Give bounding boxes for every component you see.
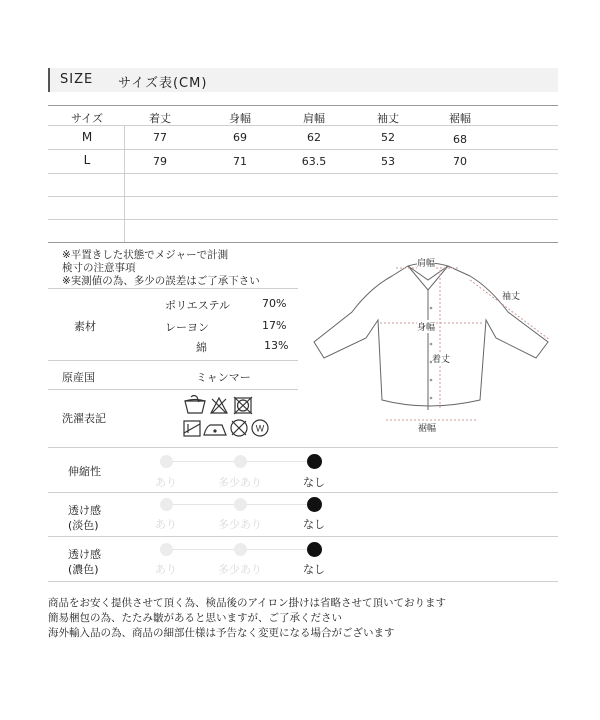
table-cell: 63.5	[301, 155, 327, 168]
col-header-size: サイズ	[70, 112, 104, 125]
col-header-hem: 裾幅	[449, 112, 471, 125]
attr-sublabel: (淡色)	[68, 519, 99, 532]
no-dry-clean-icon	[231, 420, 247, 436]
scale-dot	[160, 498, 173, 511]
line-dry-icon	[184, 421, 200, 436]
table-cell: 53	[381, 155, 395, 168]
diagram-sleeve-label: 袖丈	[502, 289, 520, 302]
wet-clean-icon	[252, 420, 268, 436]
material-pct-2: 17%	[262, 319, 287, 332]
diagram-chest-label: 身幅	[417, 320, 435, 333]
origin-label: 原産国	[62, 371, 95, 384]
hand-wash-40-icon	[185, 396, 205, 414]
col-header-shoulder: 肩幅	[303, 112, 325, 125]
diagram-shoulder-label: 肩幅	[417, 256, 435, 269]
no-bleach-icon	[211, 398, 227, 413]
material-pct-1: 70%	[262, 297, 287, 310]
col-header-chest: 身幅	[229, 112, 251, 125]
diagram-hem-label: 裾幅	[418, 421, 436, 434]
size-label: SIZE	[60, 72, 94, 87]
col-header-length: 着丈	[149, 112, 171, 125]
table-cell: 71	[233, 155, 247, 168]
table-cell: 77	[153, 131, 167, 144]
origin-value: ミャンマー	[196, 371, 251, 384]
scale-dot	[160, 543, 173, 556]
attr-label: 透け感	[68, 504, 101, 517]
iron-low-icon	[204, 425, 226, 435]
material-name-1: ポリエステル	[165, 299, 231, 312]
col-header-sleeve: 袖丈	[377, 112, 399, 125]
svg-text:W: W	[255, 423, 265, 434]
option-label-selected: なし	[303, 476, 325, 489]
size-chart-title: サイズ表(CM)	[118, 76, 208, 91]
option-label: 多少あり	[218, 476, 262, 489]
scale-dot	[234, 455, 247, 468]
note-line-1: ※平置きした状態でメジャーで計測	[62, 249, 229, 261]
attr-sublabel: (濃色)	[68, 563, 99, 576]
table-cell: 79	[153, 155, 167, 168]
care-label: 洗濯表記	[62, 412, 106, 425]
attr-label: 伸縮性	[68, 465, 101, 478]
material-name-2: レーヨン	[165, 321, 209, 334]
shirt-diagram	[300, 250, 560, 440]
diagram-length-label: 着丈	[432, 352, 450, 365]
table-cell: 69	[233, 131, 247, 144]
option-label: あり	[155, 518, 177, 531]
scale-dot-selected	[307, 542, 322, 557]
footer-note-2: 簡易梱包の為、たたみ皺があると思いますが、ご了承ください	[48, 612, 342, 624]
footer-note-3: 海外輸入品の為、商品の細部仕様は予告なく変更になる場合がございます	[48, 627, 395, 639]
option-label-selected: なし	[303, 563, 325, 576]
no-tumble-dry-icon	[234, 397, 252, 414]
table-cell: 62	[307, 131, 321, 144]
option-label: あり	[155, 476, 177, 489]
table-cell: 70	[453, 155, 467, 168]
option-label-selected: なし	[303, 518, 325, 531]
attr-label: 透け感	[68, 548, 101, 561]
size-l: L	[83, 153, 91, 167]
option-label: あり	[155, 563, 177, 576]
care-icons	[182, 393, 272, 443]
option-label: 多少あり	[218, 518, 262, 531]
scale-dot-selected	[307, 454, 322, 469]
scale-dot-selected	[307, 497, 322, 512]
scale-dot	[234, 498, 247, 511]
size-m: M	[81, 130, 93, 144]
table-cell: 68	[453, 133, 467, 146]
table-cell: 52	[381, 131, 395, 144]
material-label: 素材	[74, 320, 96, 333]
scale-dot	[160, 455, 173, 468]
scale-dot	[234, 543, 247, 556]
material-pct-3: 13%	[264, 339, 289, 352]
size-header-accent	[48, 68, 50, 92]
note-line-2: 検寸の注意事項	[62, 262, 136, 274]
material-name-3: 綿	[196, 341, 207, 354]
footer-note-1: 商品をお安く提供させて頂く為、検品後のアイロン掛けは省略させて頂いております	[48, 597, 447, 609]
option-label: 多少あり	[218, 563, 262, 576]
note-line-3: ※実測値の為、多少の誤差はご了承下さい	[62, 275, 260, 287]
